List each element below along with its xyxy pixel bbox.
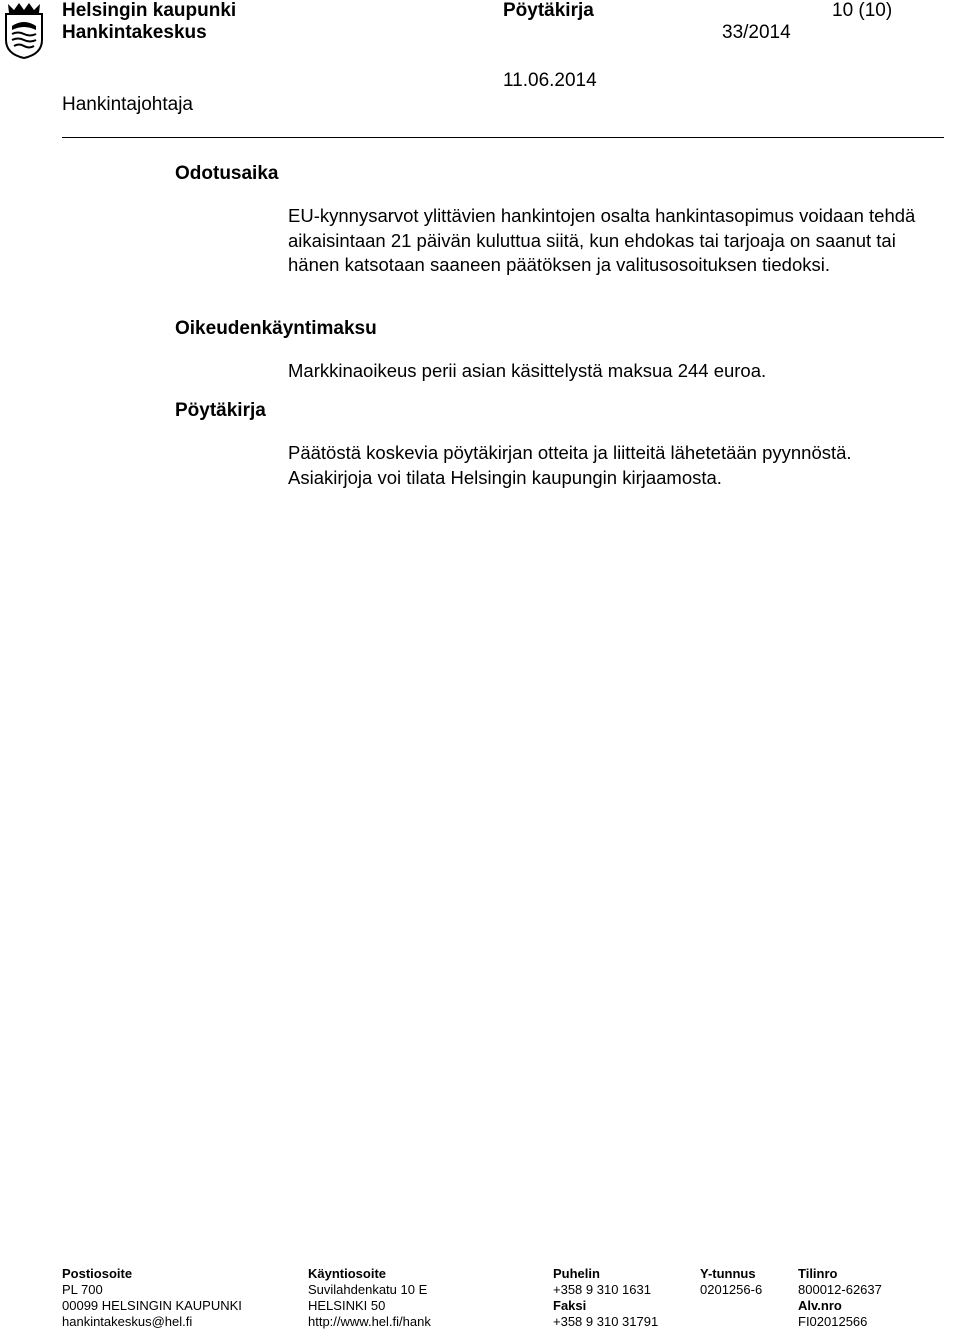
- footer-business-id-value: 0201256-6: [700, 1282, 763, 1297]
- section-text-waiting: EU-kynnysarvot ylittävien hankintojen osalta hankintasopimus voidaan tehdä aikaisintaan 21 päivän kuluttua siitä, kun ehdokas tai tarjoaja on saanut tai hänen katsotaan saaneen päätöksen ja valitusosoituksen tiedoksi.: [288, 205, 916, 275]
- document-date: 11.06.2014: [503, 70, 597, 91]
- footer-visiting: [308, 1266, 431, 1330]
- footer-visiting-label: Käyntiosoite: [308, 1266, 387, 1281]
- footer-fax-label: Faksi: [553, 1298, 587, 1313]
- section-title-court-fee: Oikeudenkäyntimaksu: [175, 318, 377, 339]
- footer-account-number: 800012-62637: [798, 1282, 882, 1297]
- section-text-court-fee: Markkinaoikeus perii asian käsittelystä maksua 244 euroa.: [288, 360, 767, 381]
- department-name: Hankintakeskus: [62, 22, 207, 43]
- footer-business-id: [700, 1266, 762, 1298]
- footer-visiting-line1: Suvilahdenkatu 10 E: [308, 1282, 428, 1297]
- section-title-waiting: Odotusaika: [175, 163, 279, 184]
- footer-website-link[interactable]: http://www.hel.fi/hank: [308, 1314, 431, 1329]
- footer-phone-number: +358 9 310 1631: [553, 1282, 651, 1297]
- footer-email-link[interactable]: hankintakeskus@hel.fi: [62, 1314, 193, 1329]
- unit-name: Hankintajohtaja: [62, 94, 193, 115]
- footer-visiting-line2: HELSINKI 50: [308, 1298, 386, 1313]
- page-number: 10 (10): [832, 0, 893, 21]
- footer-postal-label: Postiosoite: [62, 1266, 133, 1281]
- footer-fax-number: +358 9 310 31791: [553, 1314, 659, 1329]
- section-title-minutes: Pöytäkirja: [175, 400, 266, 421]
- city-name: Helsingin kaupunki: [62, 0, 237, 21]
- helsinki-crest-icon: [2, 0, 46, 60]
- footer-vat-label: Alv.nro: [798, 1298, 842, 1313]
- footer-account: [798, 1266, 882, 1330]
- section-text-minutes: Päätöstä koskevia pöytäkirjan otteita ja liitteitä lähetetään pyynnöstä. Asiakirjoja voi tilata Helsingin kaupungin kirjaamosta.: [288, 442, 852, 488]
- document-type: Pöytäkirja: [503, 0, 594, 21]
- footer-postal-line2: 00099 HELSINGIN KAUPUNKI: [62, 1298, 242, 1313]
- footer-business-id-label: Y-tunnus: [700, 1266, 756, 1281]
- footer-postal-line1: PL 700: [62, 1282, 103, 1297]
- document-number: 33/2014: [722, 22, 791, 43]
- footer-vat-number: FI02012566: [798, 1314, 868, 1329]
- footer-phone-label: Puhelin: [553, 1266, 600, 1281]
- footer-phone: [553, 1266, 658, 1330]
- footer-postal: [62, 1266, 242, 1330]
- header-divider: [62, 137, 944, 138]
- footer-account-label: Tilinro: [798, 1266, 838, 1281]
